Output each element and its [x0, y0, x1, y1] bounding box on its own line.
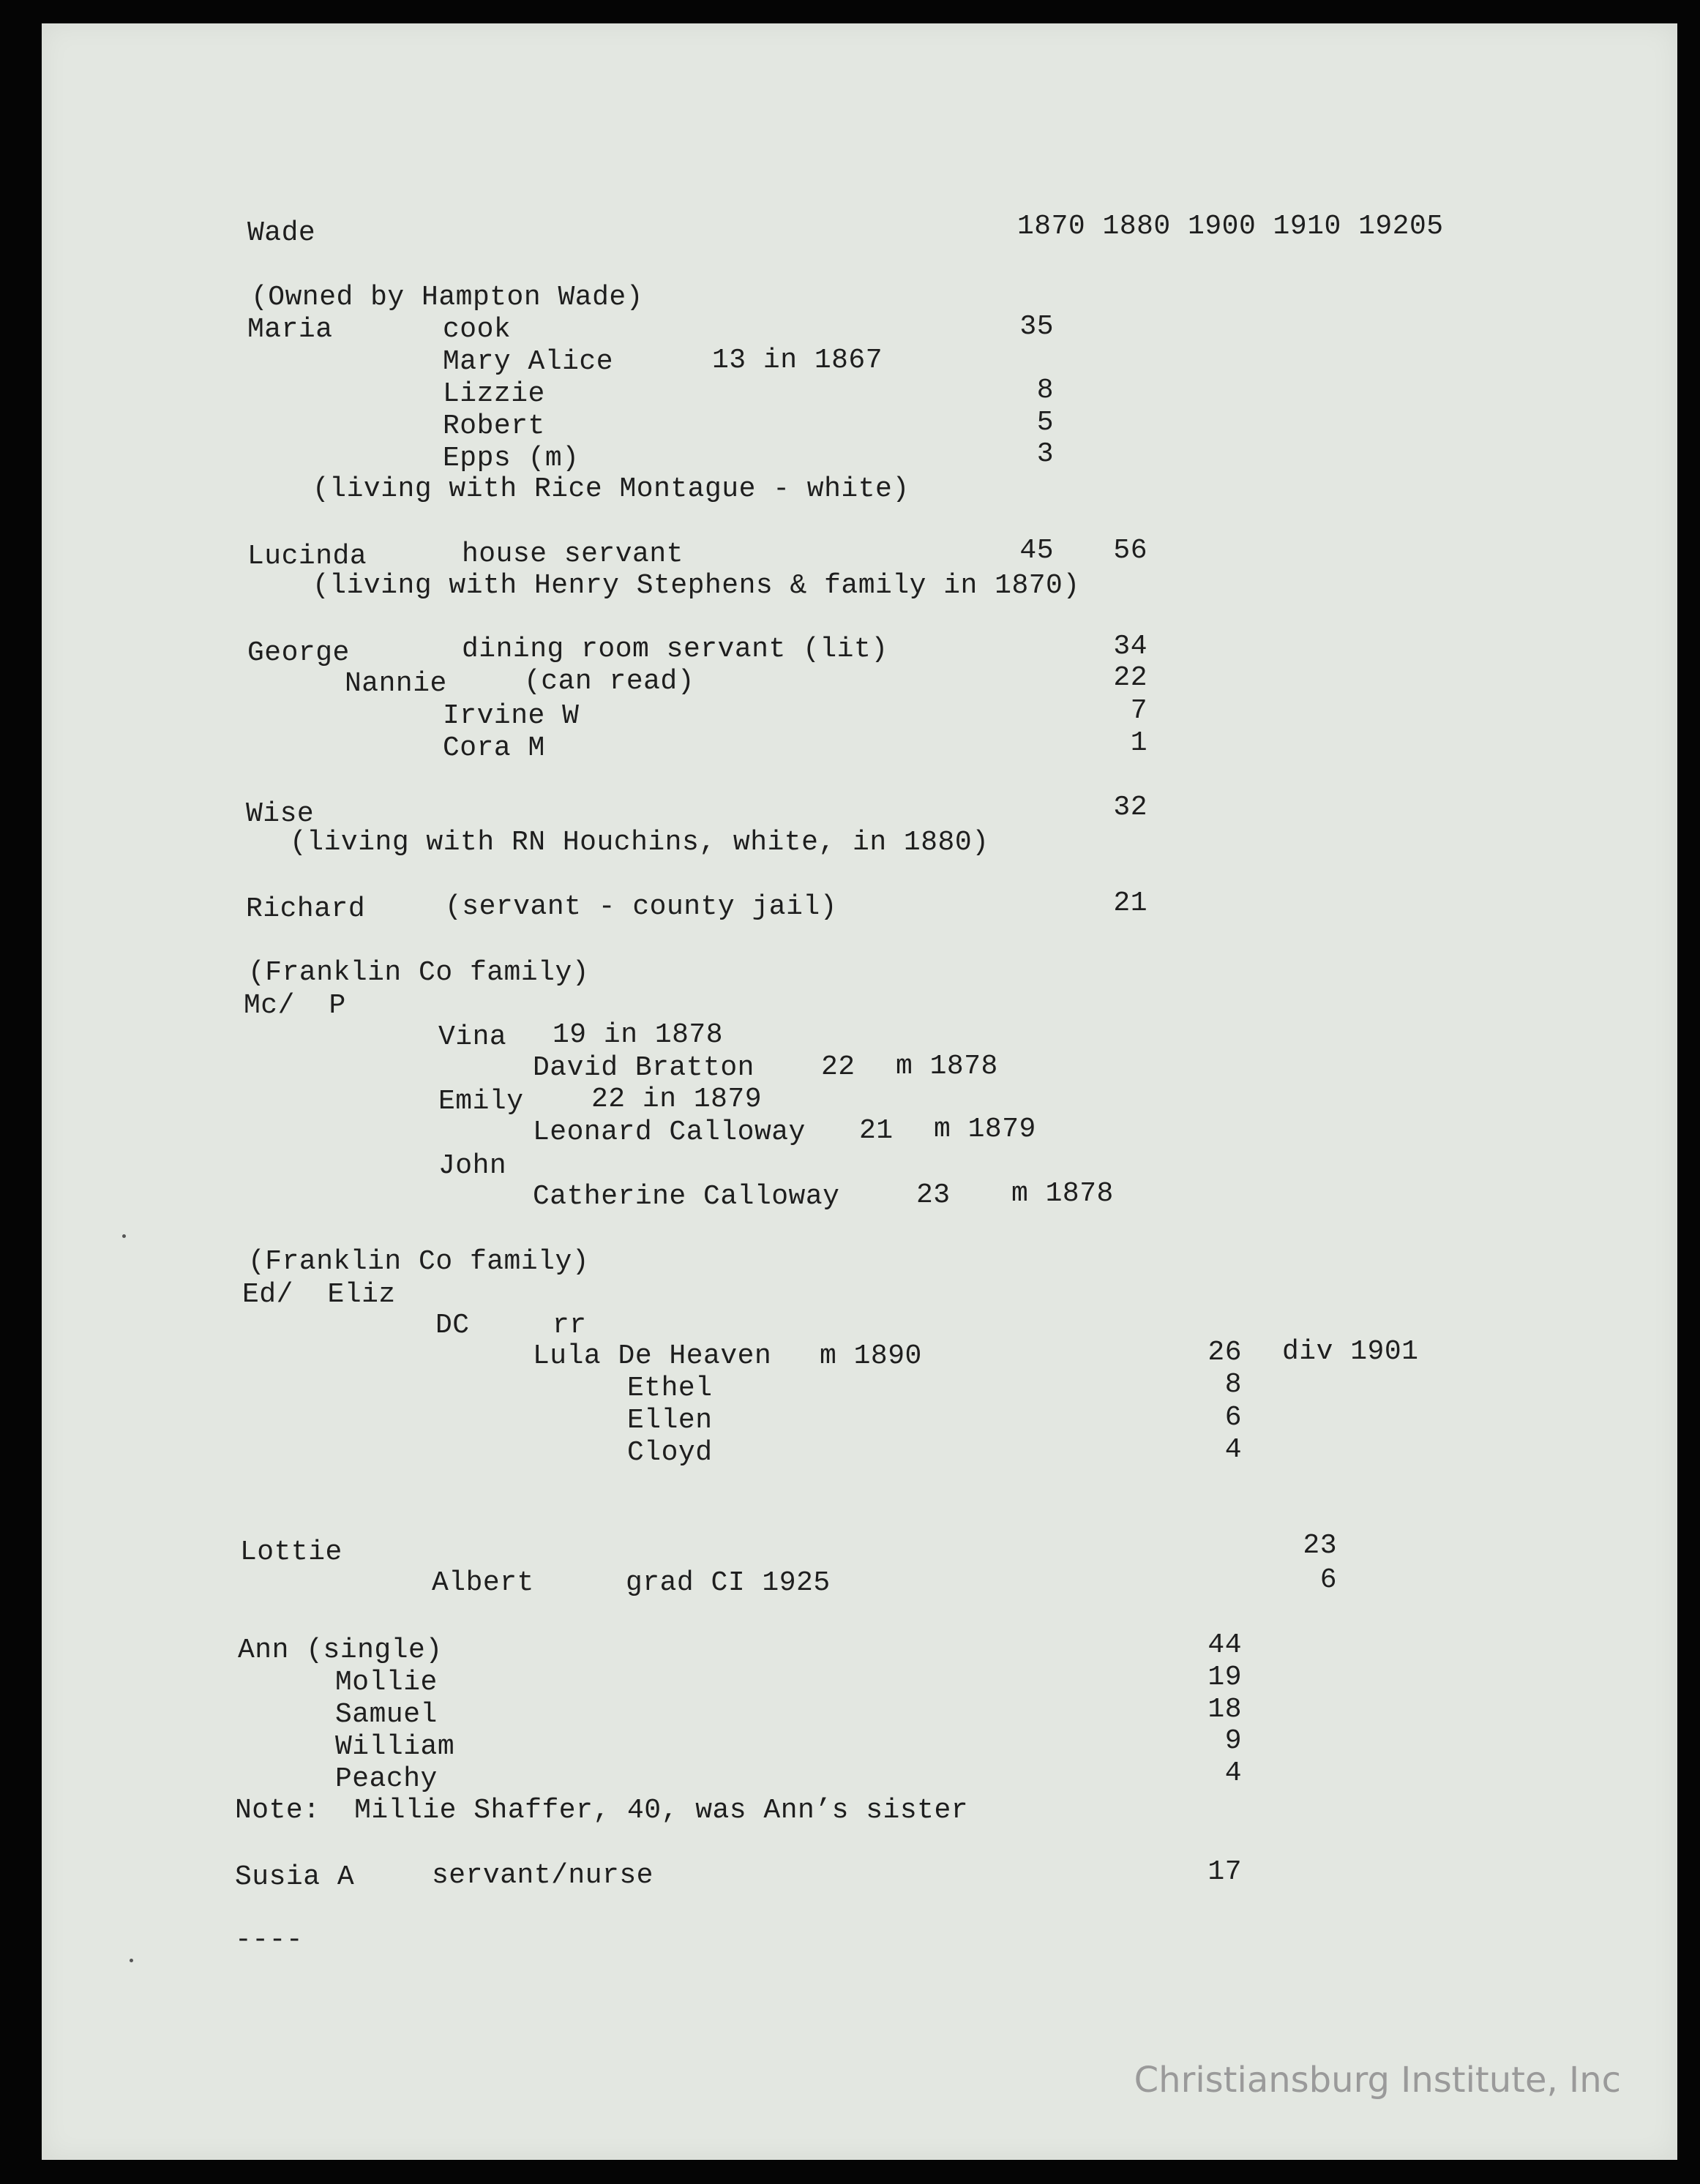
child-name: Irvine W	[443, 700, 580, 732]
paper-speck	[122, 1234, 126, 1238]
child-note: grad CI 1925	[626, 1567, 831, 1599]
child-name: Cora M	[443, 732, 545, 764]
surname-heading: Wade	[247, 217, 316, 249]
age-1900: 6	[1224, 1402, 1242, 1433]
age-1910: 6	[1319, 1564, 1337, 1596]
spouse-name: Lula De Heaven	[533, 1340, 772, 1372]
child-name: Peachy	[335, 1763, 438, 1795]
person-name: Wise	[246, 798, 315, 830]
child-note: 19 in 1878	[553, 1019, 724, 1051]
spouse-age: 21	[859, 1115, 894, 1147]
end-mark: ----	[235, 1924, 304, 1956]
marriage-year: m 1879	[934, 1114, 1036, 1145]
spouse-age: 22	[821, 1051, 855, 1083]
person-name: Lottie	[240, 1536, 342, 1568]
age-1880: 7	[1130, 695, 1147, 727]
child-name: Emily	[438, 1086, 524, 1117]
living-note: (living with Henry Stephens & family in 1870)	[312, 570, 1080, 601]
age-1900: 4	[1224, 1757, 1242, 1789]
person-name: Richard	[246, 893, 366, 925]
family-heading: (Franklin Co family)	[248, 1246, 590, 1277]
child-name: Ethel	[627, 1373, 713, 1404]
person-role: house servant	[462, 539, 684, 570]
marriage-year: m 1878	[1011, 1178, 1114, 1209]
child-name: Albert	[432, 1567, 534, 1599]
person-name: George	[247, 637, 350, 669]
paper-speck	[130, 1959, 133, 1962]
age-1900: 9	[1224, 1725, 1242, 1757]
spouse-age: 23	[916, 1179, 951, 1211]
age-1870: 35	[1019, 311, 1054, 342]
owner-note: (Owned by Hampton Wade)	[251, 282, 643, 313]
age-1900: 44	[1207, 1629, 1242, 1661]
age-1880: 34	[1113, 631, 1147, 662]
marriage-year: m 1890	[820, 1340, 922, 1372]
watermark-text: Christiansburg Institute, Inc	[1134, 2060, 1621, 2101]
child-note: rr	[553, 1310, 587, 1341]
child-name: Ellen	[627, 1405, 713, 1436]
child-name: Epps (m)	[443, 443, 580, 474]
person-name: Maria	[247, 314, 333, 345]
child-name: William	[335, 1731, 455, 1763]
person-name: Susia A	[235, 1861, 355, 1893]
age-1900: 8	[1224, 1369, 1242, 1400]
spouse-name: Nannie	[345, 668, 447, 699]
census-years-header: 1870 1880 1900 1910 19205	[1017, 211, 1444, 242]
age-1910: 23	[1303, 1530, 1337, 1561]
spouse-name: David Bratton	[533, 1052, 754, 1084]
age-1900: 4	[1224, 1434, 1242, 1466]
age-1900: 19	[1207, 1662, 1242, 1693]
person-note: (servant - county jail)	[445, 891, 837, 923]
age-1880: 21	[1113, 888, 1147, 919]
spouse-name: Catherine Calloway	[533, 1181, 840, 1212]
sister-note: Note: Millie Shaffer, 40, was Ann’s sister	[235, 1795, 969, 1826]
person-role: dining room servant (lit)	[462, 634, 888, 665]
child-name: DC	[435, 1310, 470, 1341]
age-1880: 22	[1113, 662, 1147, 694]
child-note: 13 in 1867	[712, 345, 883, 376]
child-name: Lizzie	[443, 378, 545, 410]
child-name: John	[438, 1150, 507, 1182]
age-1870: 5	[1036, 407, 1054, 438]
person-name: Lucinda	[247, 541, 367, 572]
marriage-year: m 1878	[896, 1051, 998, 1082]
person-name: Ann (single)	[238, 1635, 443, 1666]
child-name: Robert	[443, 410, 545, 442]
family-parents: Mc/ P	[244, 990, 346, 1021]
spouse-note: (can read)	[524, 666, 695, 697]
child-name: Vina	[438, 1021, 507, 1053]
family-heading: (Franklin Co family)	[248, 957, 590, 988]
age-1880: 1	[1130, 727, 1147, 759]
divorce-note: div 1901	[1282, 1336, 1419, 1367]
family-parents: Ed/ Eliz	[242, 1279, 396, 1310]
living-note: (living with RN Houchins, white, in 1880)	[290, 827, 989, 858]
living-note: (living with Rice Montague - white)	[312, 473, 910, 505]
child-name: Samuel	[335, 1699, 438, 1730]
age-1870: 3	[1036, 438, 1054, 470]
person-role: servant/nurse	[432, 1860, 654, 1891]
child-name: Mary Alice	[443, 346, 614, 378]
child-name: Mollie	[335, 1667, 438, 1698]
age-1900: 18	[1207, 1694, 1242, 1725]
age-1880: 56	[1113, 535, 1147, 566]
person-role: cook	[443, 314, 512, 345]
spouse-name: Leonard Calloway	[533, 1117, 806, 1148]
age-1880: 32	[1113, 792, 1147, 823]
child-name: Cloyd	[627, 1437, 713, 1468]
age-1870: 8	[1036, 375, 1054, 406]
child-note: 22 in 1879	[591, 1084, 763, 1115]
age-1900: 26	[1207, 1337, 1242, 1368]
age-1900: 17	[1207, 1856, 1242, 1888]
age-1870: 45	[1019, 535, 1054, 566]
